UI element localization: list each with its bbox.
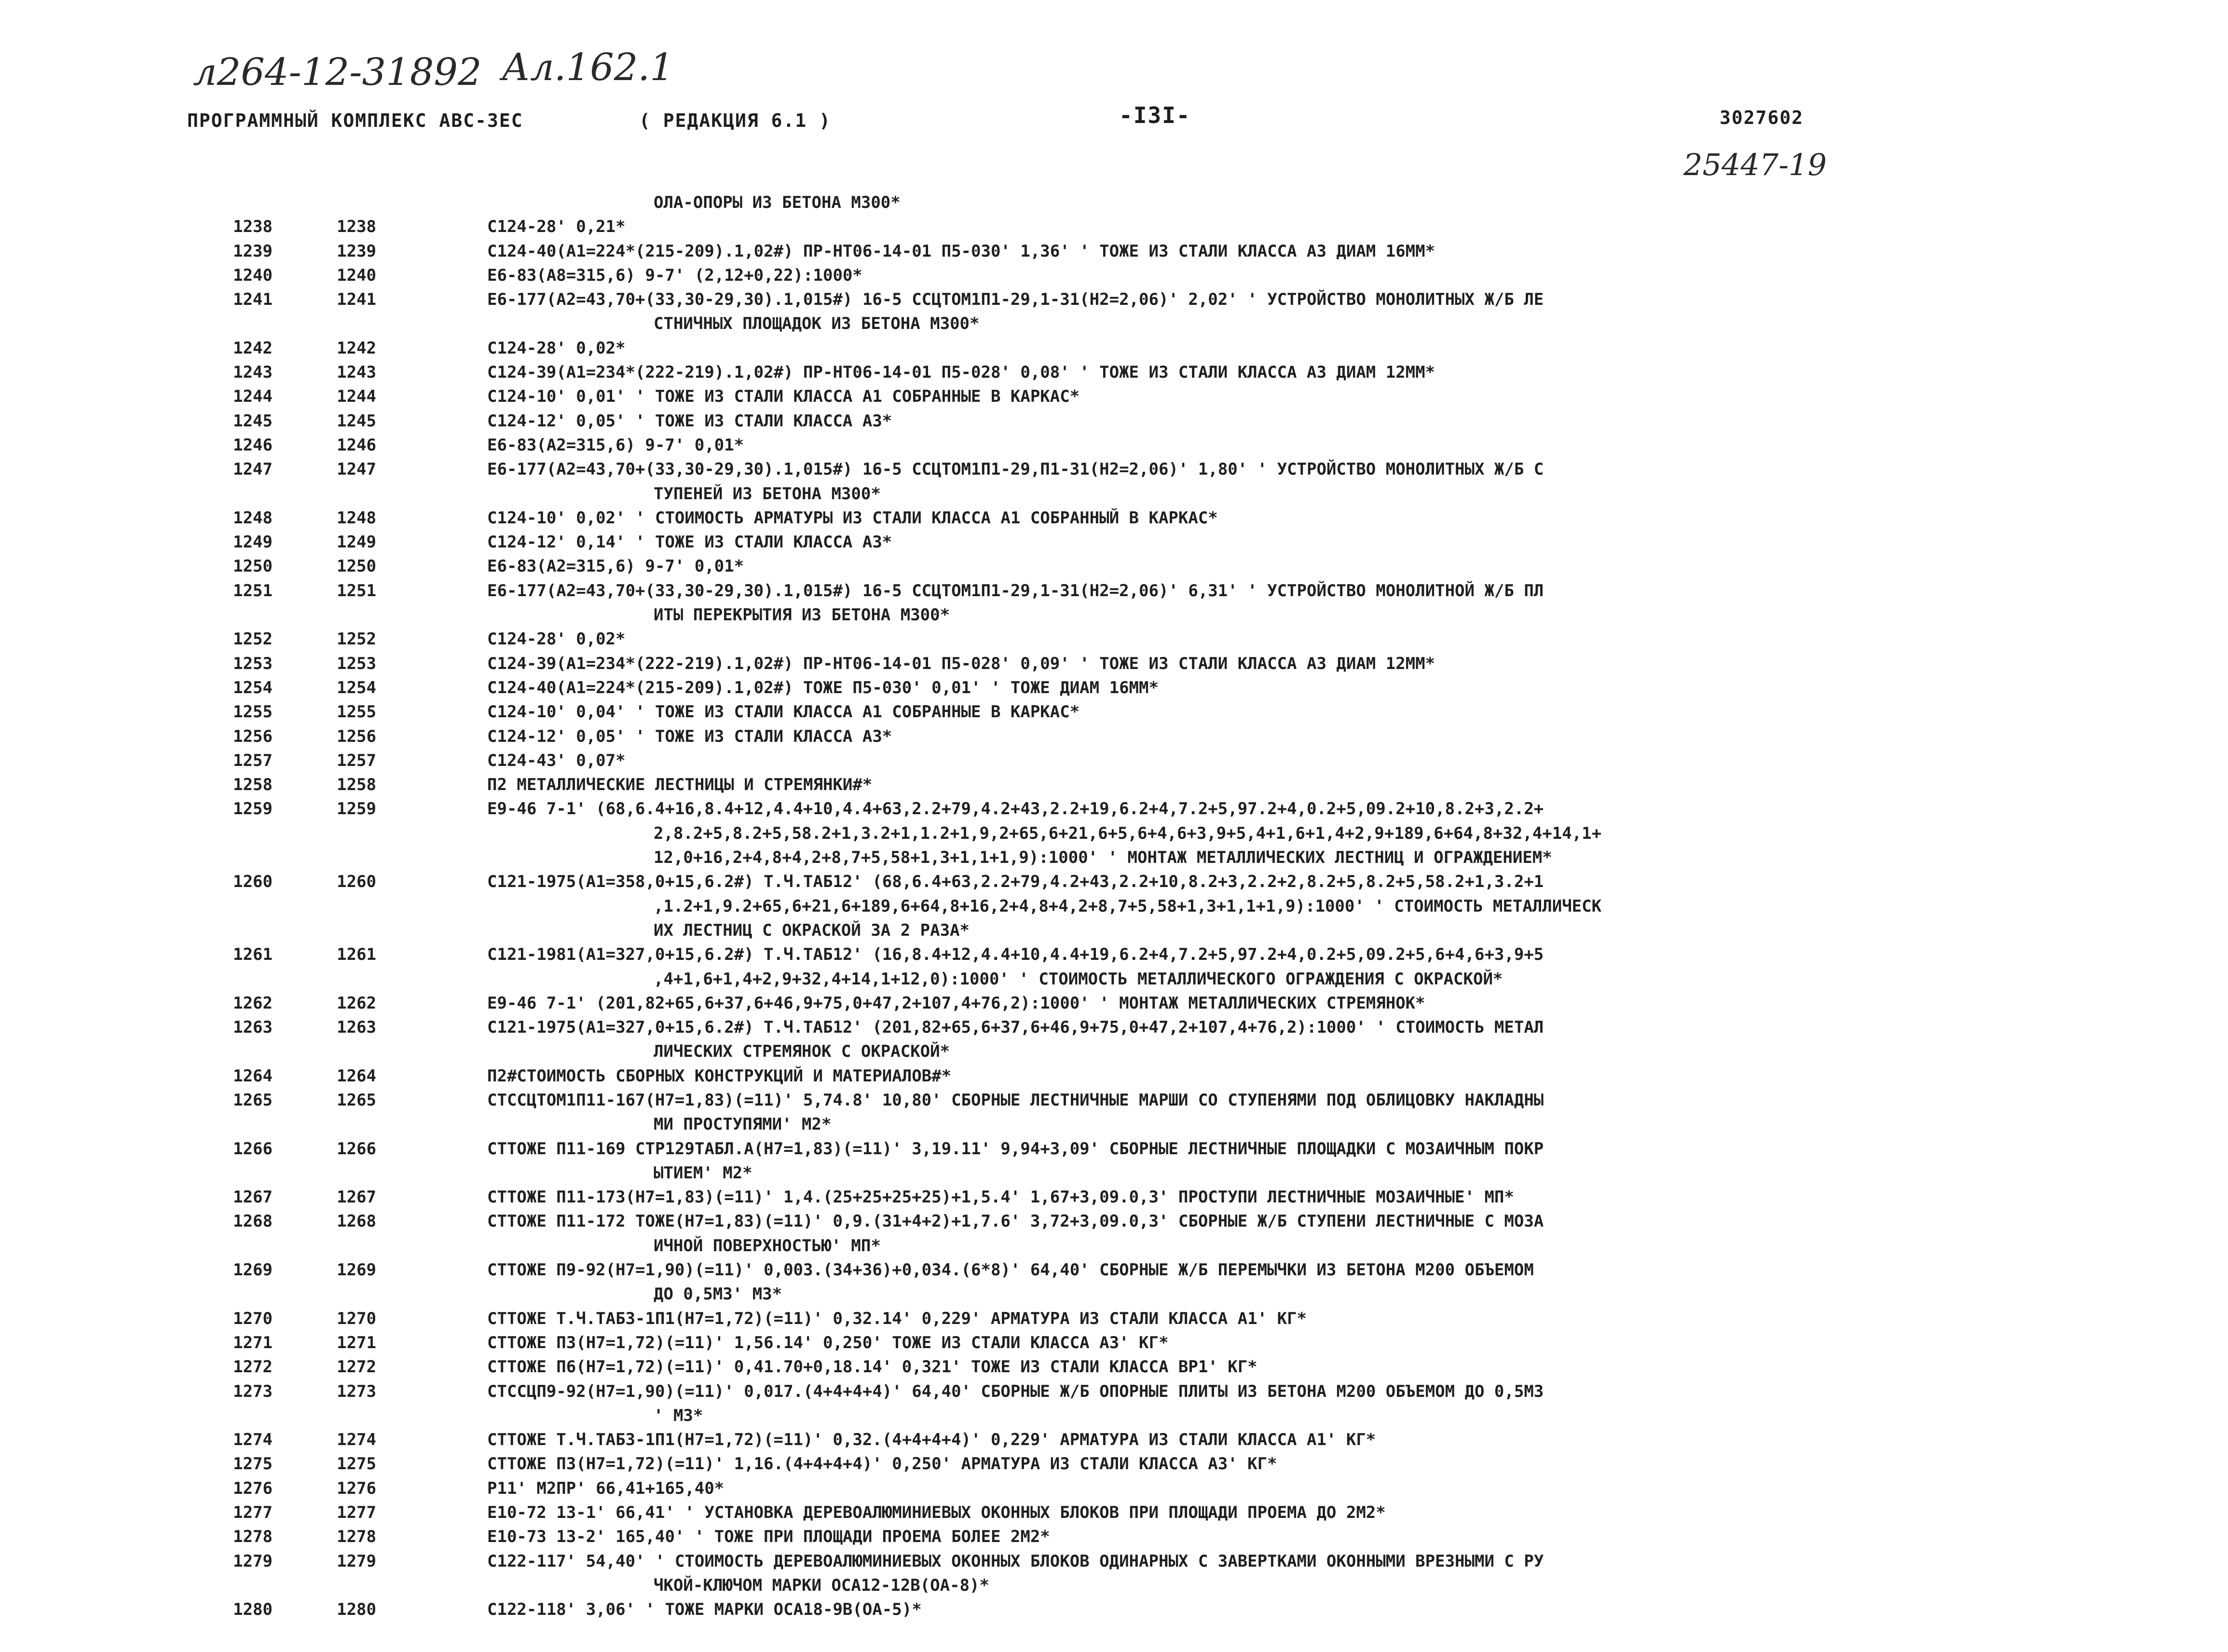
line-number: 1246: [233, 435, 273, 455]
line-text: Е9-46 7-1' (201,82+65,6+37,6+46,9+75,0+47,2+107,4+76,2):1000' ' МОНТАЖ МЕТАЛЛИЧЕСКИХ СТРЕМЯНОК*: [487, 993, 1425, 1013]
listing-line: [0, 360, 2228, 384]
line-text: ИТЫ ПЕРЕКРЫТИЯ ИЗ БЕТОНА М300*: [654, 605, 950, 625]
listing-line: [0, 652, 2228, 676]
line-number: 1251: [233, 581, 273, 601]
listing-line: [0, 1379, 2228, 1404]
record-number: 1241: [337, 290, 376, 310]
line-number: 1276: [233, 1478, 273, 1498]
listing-line: [0, 457, 2228, 481]
record-number: 1265: [337, 1090, 376, 1110]
line-text: С124-28' 0,02*: [487, 629, 626, 649]
line-text: СТССЦТОМ1П11-167(Н7=1,83)(=11)' 5,74.8' 10,80' СБОРНЫЕ ЛЕСТНИЧНЫЕ МАРШИ СО СТУПЕНЯМИ ПОД ОБЛИЦОВКУ НАКЛАДНЫ: [487, 1090, 1544, 1110]
listing: [0, 191, 2228, 1622]
record-number: 1240: [337, 265, 376, 285]
listing-line: [0, 1452, 2228, 1476]
continuation-line: [0, 846, 2228, 870]
line-text: С124-28' 0,21*: [487, 217, 626, 237]
listing-line: [0, 1307, 2228, 1331]
handwritten-code: л264-12-31892: [193, 51, 482, 94]
record-number: 1238: [337, 217, 376, 237]
line-number: 1239: [233, 241, 273, 261]
record-number: 1270: [337, 1309, 376, 1328]
line-text: Е10-72 13-1' 66,41' ' УСТАНОВКА ДЕРЕВОАЛЮМИНИЕВЫХ ОКОННЫХ БЛОКОВ ПРИ ПЛОЩАДИ ПРОЕМА ДО 2М2*: [487, 1503, 1386, 1523]
line-text: С124-12' 0,05' ' ТОЖЕ ИЗ СТАЛИ КЛАССА А3*: [487, 411, 892, 431]
line-text: МИ ПРОСТУПЯМИ' М2*: [654, 1115, 832, 1134]
line-text: ИХ ЛЕСТНИЦ С ОКРАСКОЙ ЗА 2 РАЗА*: [654, 920, 970, 940]
continuation-line: [0, 821, 2228, 846]
line-number: 1280: [233, 1600, 273, 1620]
listing-line: [0, 239, 2228, 263]
record-number: 1277: [337, 1503, 376, 1523]
line-text: Е6-177(А2=43,70+(33,30-29,30).1,015#) 16-5 ССЦТОМ1П1-29,1-31(Н2=2,06)' 6,31' ' УСТРОЙСТВО МОНОЛИТНОЙ Ж/Б ПЛ: [487, 581, 1544, 601]
continuation-line: [0, 1112, 2228, 1136]
line-text: СТТОЖЕ П6(Н7=1,72)(=11)' 0,41.70+0,18.14' 0,321' ТОЖЕ ИЗ СТАЛИ КЛАССА ВР1' КГ*: [487, 1357, 1258, 1377]
line-text: Е9-46 7-1' (68,6.4+16,8.4+12,4.4+10,4.4+63,2.2+79,4.2+43,2.2+19,6.2+4,7.2+5,97.2+4,0.2+5,09.2+10,8.2+3,2.2+: [487, 799, 1544, 819]
line-number: 1247: [233, 460, 273, 479]
record-number: 1261: [337, 945, 376, 965]
record-number: 1253: [337, 654, 376, 673]
listing-line: [0, 870, 2228, 894]
record-number: 1246: [337, 435, 376, 455]
record-number: 1269: [337, 1260, 376, 1280]
record-number: 1257: [337, 751, 376, 770]
listing-line: [0, 773, 2228, 797]
line-text: ' М3*: [654, 1406, 703, 1425]
page-number: -I3I-: [1119, 102, 1191, 128]
record-number: 1278: [337, 1527, 376, 1547]
line-number: 1255: [233, 702, 273, 722]
line-text: С124-10' 0,04' ' ТОЖЕ ИЗ СТАЛИ КЛАССА А1 СОБРАННЫЕ В КАРКАС*: [487, 702, 1080, 722]
line-text: С124-39(А1=234*(222-219).1,02#) ПР-НТ06-14-01 П5-028' 0,09' ' ТОЖЕ ИЗ СТАЛИ КЛАССА А3 ДИАМ 12ММ*: [487, 654, 1435, 673]
listing-line: [0, 676, 2228, 700]
continuation-line: [0, 1039, 2228, 1064]
line-number: 1262: [233, 993, 273, 1013]
record-number: 1280: [337, 1600, 376, 1620]
line-number: 1266: [233, 1139, 273, 1159]
record-number: 1273: [337, 1381, 376, 1401]
line-text: С124-12' 0,14' ' ТОЖЕ ИЗ СТАЛИ КЛАССА А3*: [487, 532, 892, 552]
record-number: 1271: [337, 1333, 376, 1352]
line-number: 1243: [233, 363, 273, 382]
line-number: 1279: [233, 1551, 273, 1571]
line-number: 1242: [233, 338, 273, 358]
listing-line: [0, 1597, 2228, 1622]
line-text: С122-118' 3,06' ' ТОЖЕ МАРКИ ОСА18-9В(ОА-5)*: [487, 1600, 922, 1620]
line-number: 1268: [233, 1212, 273, 1231]
line-number: 1257: [233, 751, 273, 770]
line-text: С122-117' 54,40' ' СТОИМОСТЬ ДЕРЕВОАЛЮМИНИЕВЫХ ОКОННЫХ БЛОКОВ ОДИНАРНЫХ С ЗАВЕРТКАМИ ОКОННЫМИ ВРЕЗНЫМИ С РУ: [487, 1551, 1544, 1571]
line-text: 12,0+16,2+4,8+4,2+8,7+5,58+1,3+1,1+1,9):1000' ' МОНТАЖ МЕТАЛЛИЧЕСКИХ ЛЕСТНИЦ И ОГРАЖДЕНИЕМ*: [654, 848, 1552, 868]
listing-line: [0, 1185, 2228, 1209]
record-number: 1256: [337, 726, 376, 746]
listing-line: [0, 554, 2228, 578]
record-number: 1275: [337, 1454, 376, 1474]
record-number: 1258: [337, 775, 376, 795]
line-number: 1249: [233, 532, 273, 552]
handwritten-number: 25447-19: [1683, 147, 1827, 182]
line-number: 1267: [233, 1188, 273, 1207]
line-number: 1253: [233, 654, 273, 673]
continuation-line: [0, 894, 2228, 918]
line-number: 1263: [233, 1018, 273, 1038]
listing-line: [0, 627, 2228, 651]
record-number: 1254: [337, 678, 376, 697]
line-text: СТТОЖЕ П11-173(Н7=1,83)(=11)' 1,4.(25+25+25+25)+1,5.4' 1,67+3,09.0,3' ПРОСТУПИ ЛЕСТНИЧНЫЕ МОЗАИЧНЫЕ' МП*: [487, 1188, 1514, 1207]
record-number: 1245: [337, 411, 376, 431]
line-text: Е6-177(А2=43,70+(33,30-29,30).1,015#) 16-5 ССЦТОМ1П1-29,П1-31(Н2=2,06)' 1,80' ' УСТРОЙСТВО МОНОЛИТНЫХ Ж/Б С: [487, 460, 1544, 479]
record-number: 1259: [337, 799, 376, 819]
line-text: С121-1975(А1=358,0+15,6.2#) Т.Ч.ТАБ12' (68,6.4+63,2.2+79,4.2+43,2.2+10,8.2+3,2.2+2,8.2+5,8.2+5,58.2+1,3.2+1: [487, 872, 1544, 892]
continuation-line: [0, 1161, 2228, 1185]
listing-line: [0, 1501, 2228, 1525]
record-number: 1267: [337, 1188, 376, 1207]
line-number: 1256: [233, 726, 273, 746]
listing-line: [0, 749, 2228, 773]
record-number: 1264: [337, 1066, 376, 1086]
line-number: 1254: [233, 678, 273, 697]
line-number: 1252: [233, 629, 273, 649]
listing-line: [0, 1015, 2228, 1039]
edition-label: ( РЕДАКЦИЯ 6.1 ): [639, 110, 832, 131]
line-text: ЛИЧЕСКИХ СТРЕМЯНОК С ОКРАСКОЙ*: [654, 1042, 950, 1062]
line-number: 1274: [233, 1430, 273, 1450]
record-number: 1263: [337, 1018, 376, 1038]
line-text: С124-10' 0,02' ' СТОИМОСТЬ АРМАТУРЫ ИЗ СТАЛИ КЛАССА А1 СОБРАННЫЙ В КАРКАС*: [487, 508, 1218, 528]
record-number: 1242: [337, 338, 376, 358]
listing-line: [0, 287, 2228, 312]
line-number: 1269: [233, 1260, 273, 1280]
line-number: 1248: [233, 508, 273, 528]
listing-line: [0, 579, 2228, 603]
listing-line: [0, 1064, 2228, 1088]
listing-line: [0, 797, 2228, 821]
record-number: 1255: [337, 702, 376, 722]
record-number: 1266: [337, 1139, 376, 1159]
line-number: 1245: [233, 411, 273, 431]
listing-line: [0, 433, 2228, 457]
record-number: 1244: [337, 387, 376, 407]
listing-line: [0, 1331, 2228, 1355]
line-text: СТНИЧНЫХ ПЛОЩАДОК ИЗ БЕТОНА М300*: [654, 314, 980, 334]
continuation-line: [0, 1234, 2228, 1258]
line-text: СТТОЖЕ П11-172 ТОЖЕ(Н7=1,83)(=11)' 0,9.(31+4+2)+1,7.6' 3,72+3,09.0,3' СБОРНЫЕ Ж/Б СТУПЕНИ ЛЕСТНИЧНЫЕ С МОЗА: [487, 1212, 1544, 1231]
line-number: 1278: [233, 1527, 273, 1547]
line-text: ТУПЕНЕЙ ИЗ БЕТОНА М300*: [654, 484, 881, 504]
listing-line: [0, 263, 2228, 287]
line-text: СТТОЖЕ П9-92(Н7=1,90)(=11)' 0,003.(34+36)+0,034.(6*8)' 64,40' СБОРНЫЕ Ж/Б ПЕРЕМЫЧКИ ИЗ БЕТОНА М200 ОБЪЕМОМ: [487, 1260, 1534, 1280]
line-text: С124-43' 0,07*: [487, 751, 626, 770]
listing-line: [0, 942, 2228, 967]
record-number: 1248: [337, 508, 376, 528]
listing-line: [0, 1137, 2228, 1161]
line-number: 1244: [233, 387, 273, 407]
listing-line: [0, 1355, 2228, 1379]
listing-line: [0, 1428, 2228, 1452]
line-number: 1260: [233, 872, 273, 892]
line-text: СТТОЖЕ П11-169 СТР129ТАБЛ.А(Н7=1,83)(=11)' 3,19.11' 9,94+3,09' СБОРНЫЕ ЛЕСТНИЧНЫЕ ПЛОЩАДКИ С МОЗАИЧНЫМ ПОКР: [487, 1139, 1544, 1159]
listing-line: [0, 700, 2228, 724]
line-text: ЧКОЙ-КЛЮЧОМ МАРКИ ОСА12-12В(ОА-8)*: [654, 1575, 989, 1595]
document-number: 3027602: [1720, 107, 1804, 128]
record-number: 1260: [337, 872, 376, 892]
line-text: Е10-73 13-2' 165,40' ' ТОЖЕ ПРИ ПЛОЩАДИ ПРОЕМА БОЛЕЕ 2М2*: [487, 1527, 1050, 1547]
listing-line: [0, 1258, 2228, 1282]
line-text: СТТОЖЕ П3(Н7=1,72)(=11)' 1,16.(4+4+4+4)' 0,250' АРМАТУРА ИЗ СТАЛИ КЛАССА А3' КГ*: [487, 1454, 1277, 1474]
listing-line: [0, 1525, 2228, 1549]
line-text: С124-12' 0,05' ' ТОЖЕ ИЗ СТАЛИ КЛАССА А3*: [487, 726, 892, 746]
continuation-line: [0, 1282, 2228, 1306]
line-number: 1241: [233, 290, 273, 310]
record-number: 1262: [337, 993, 376, 1013]
line-text: Е6-83(А2=315,6) 9-7' 0,01*: [487, 557, 744, 576]
line-number: 1275: [233, 1454, 273, 1474]
continuation-line: [0, 1573, 2228, 1597]
line-number: 1240: [233, 265, 273, 285]
record-number: 1247: [337, 460, 376, 479]
line-text: ,1.2+1,9.2+65,6+21,6+189,6+64,8+16,2+4,8+4,2+8,7+5,58+1,3+1,1+1,9):1000' ' СТОИМОСТЬ МЕТАЛЛИЧЕСК: [654, 896, 1602, 916]
line-text: ДО 0,5М3' М3*: [654, 1284, 782, 1304]
line-text: С121-1975(А1=327,0+15,6.2#) Т.Ч.ТАБ12' (201,82+65,6+37,6+46,9+75,0+47,2+107,4+76,2):1000' ' СТОИМОСТЬ МЕТАЛ: [487, 1018, 1544, 1038]
line-text: ИЧНОЙ ПОВЕРХНОСТЬЮ' МП*: [654, 1236, 881, 1256]
line-text: ЫТИЕМ' М2*: [654, 1163, 752, 1183]
record-number: 1249: [337, 532, 376, 552]
record-number: 1272: [337, 1357, 376, 1377]
line-text: С124-40(А1=224*(215-209).1,02#) ТОЖЕ П5-030' 0,01' ' ТОЖЕ ДИАМ 16ММ*: [487, 678, 1159, 697]
line-text: Р11' М2ПР' 66,41+165,40*: [487, 1478, 724, 1498]
line-number: 1272: [233, 1357, 273, 1377]
handwritten-sheet: Ал.162.1: [502, 46, 674, 89]
record-number: 1250: [337, 557, 376, 576]
record-number: 1239: [337, 241, 376, 261]
line-text: П2#СТОИМОСТЬ СБОРНЫХ КОНСТРУКЦИЙ И МАТЕРИАЛОВ#*: [487, 1066, 952, 1086]
line-text: СТССЦП9-92(Н7=1,90)(=11)' 0,017.(4+4+4+4)' 64,40' СБОРНЫЕ Ж/Б ОПОРНЫЕ ПЛИТЫ ИЗ БЕТОНА М200 ОБЪЕМОМ ДО 0,5М3: [487, 1381, 1544, 1401]
line-text: П2 МЕТАЛЛИЧЕСКИЕ ЛЕСТНИЦЫ И СТРЕМЯНКИ#*: [487, 775, 873, 795]
listing-line: [0, 724, 2228, 749]
continuation-line: [0, 1404, 2228, 1428]
listing-line: [0, 991, 2228, 1015]
listing-line: [0, 215, 2228, 239]
listing-line: [0, 1476, 2228, 1501]
line-text: С124-10' 0,01' ' ТОЖЕ ИЗ СТАЛИ КЛАССА А1 СОБРАННЫЕ В КАРКАС*: [487, 387, 1080, 407]
line-text: ,4+1,6+1,4+2,9+32,4+14,1+12,0):1000' ' СТОИМОСТЬ МЕТАЛЛИЧЕСКОГО ОГРАЖДЕНИЯ С ОКРАСКОЙ*: [654, 969, 1503, 989]
line-text: 2,8.2+5,8.2+5,58.2+1,3.2+1,1.2+1,9,2+65,6+21,6+5,6+4,6+3,9+5,4+1,6+1,4+2,9+189,6+64,8+32,4+14,1+: [654, 823, 1602, 843]
line-text: СТТОЖЕ Т.Ч.ТАБ3-1П1(Н7=1,72)(=11)' 0,32.(4+4+4+4)' 0,229' АРМАТУРА ИЗ СТАЛИ КЛАССА А1' КГ*: [487, 1430, 1376, 1450]
listing-line: [0, 1088, 2228, 1112]
record-number: 1243: [337, 363, 376, 382]
continuation-line: [0, 967, 2228, 991]
listing-line: [0, 1549, 2228, 1573]
line-number: 1258: [233, 775, 273, 795]
line-number: 1261: [233, 945, 273, 965]
line-number: 1265: [233, 1090, 273, 1110]
record-number: 1274: [337, 1430, 376, 1450]
continuation-line: [0, 918, 2228, 942]
line-text: Е6-83(А2=315,6) 9-7' 0,01*: [487, 435, 744, 455]
line-number: 1250: [233, 557, 273, 576]
listing-line: [0, 409, 2228, 433]
listing-line: [0, 336, 2228, 360]
continuation-line: [0, 482, 2228, 506]
line-number: 1259: [233, 799, 273, 819]
record-number: 1252: [337, 629, 376, 649]
record-number: 1276: [337, 1478, 376, 1498]
listing-line: [0, 384, 2228, 409]
listing-line: [0, 530, 2228, 554]
line-text: СТТОЖЕ Т.Ч.ТАБ3-1П1(Н7=1,72)(=11)' 0,32.14' 0,229' АРМАТУРА ИЗ СТАЛИ КЛАССА А1' КГ*: [487, 1309, 1307, 1328]
line-text: Е6-177(А2=43,70+(33,30-29,30).1,015#) 16-5 ССЦТОМ1П1-29,1-31(Н2=2,06)' 2,02' ' УСТРОЙСТВО МОНОЛИТНЫХ Ж/Б ЛЕ: [487, 290, 1544, 310]
listing-line: [0, 1209, 2228, 1233]
continuation-line: [0, 191, 2228, 215]
line-text: ОЛА-ОПОРЫ ИЗ БЕТОНА М300*: [654, 193, 901, 212]
line-text: СТТОЖЕ П3(Н7=1,72)(=11)' 1,56.14' 0,250' ТОЖЕ ИЗ СТАЛИ КЛАССА А3' КГ*: [487, 1333, 1169, 1352]
line-number: 1270: [233, 1309, 273, 1328]
line-number: 1238: [233, 217, 273, 237]
line-text: С121-1981(А1=327,0+15,6.2#) Т.Ч.ТАБ12' (16,8.4+12,4.4+10,4.4+19,6.2+4,7.2+5,97.2+4,0.2+5,09.2+5,6+4,6+3,9+5: [487, 945, 1544, 965]
line-number: 1271: [233, 1333, 273, 1352]
record-number: 1251: [337, 581, 376, 601]
line-text: Е6-83(А8=315,6) 9-7' (2,12+0,22):1000*: [487, 265, 862, 285]
record-number: 1268: [337, 1212, 376, 1231]
line-text: С124-28' 0,02*: [487, 338, 626, 358]
line-number: 1277: [233, 1503, 273, 1523]
line-text: С124-39(А1=234*(222-219).1,02#) ПР-НТ06-14-01 П5-028' 0,08' ' ТОЖЕ ИЗ СТАЛИ КЛАССА А3 ДИАМ 12ММ*: [487, 363, 1435, 382]
record-number: 1279: [337, 1551, 376, 1571]
continuation-line: [0, 603, 2228, 627]
program-title: ПРОГРАММНЫЙ КОМПЛЕКС АВС-3ЕС: [187, 110, 523, 131]
continuation-line: [0, 312, 2228, 336]
line-number: 1264: [233, 1066, 273, 1086]
line-text: С124-40(А1=224*(215-209).1,02#) ПР-НТ06-14-01 П5-030' 1,36' ' ТОЖЕ ИЗ СТАЛИ КЛАССА А3 ДИАМ 16ММ*: [487, 241, 1435, 261]
listing-line: [0, 506, 2228, 530]
line-number: 1273: [233, 1381, 273, 1401]
